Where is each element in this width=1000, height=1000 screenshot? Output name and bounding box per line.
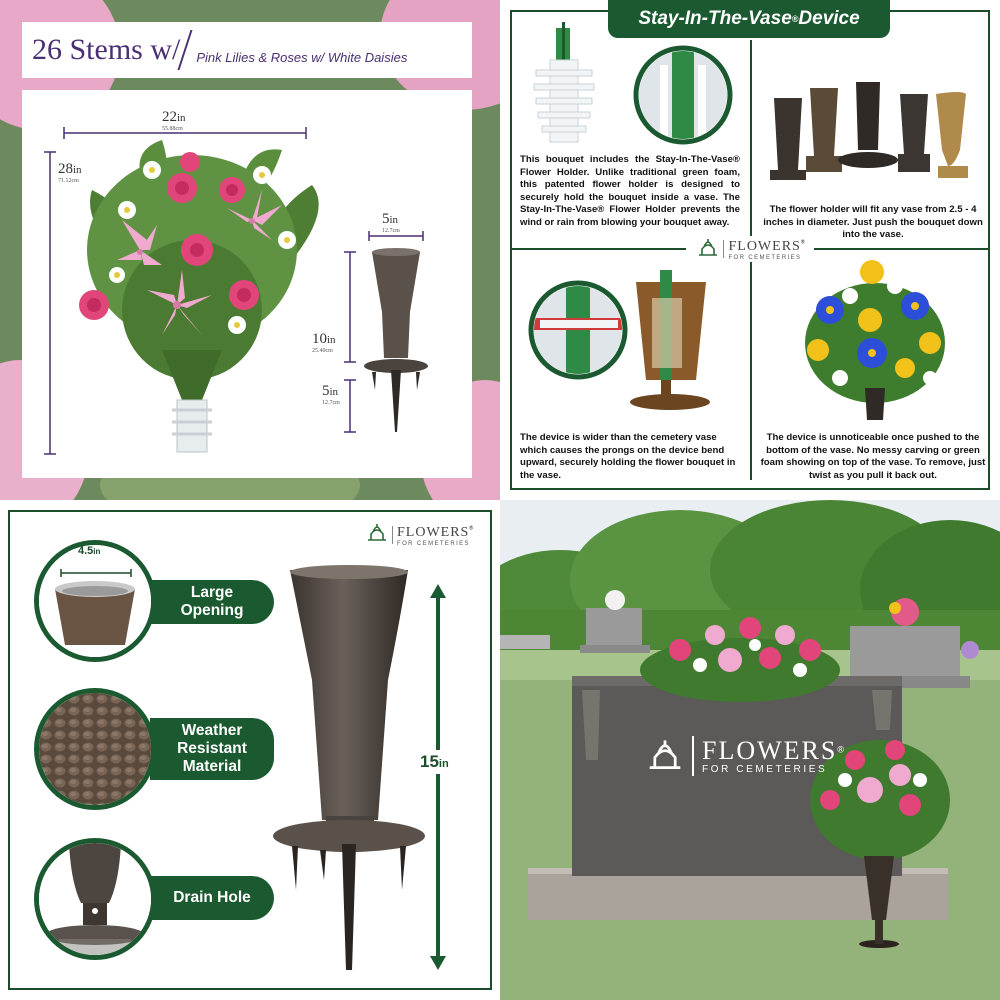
vase-base-illustration [39,843,151,955]
device-title: Stay-In-The-Vase ® Device [608,0,890,38]
vase-rim-illustration [39,545,151,657]
height-measurement: 15in [420,750,449,774]
colorful-bouquet-illustration [790,258,960,428]
material-texture-closeup [34,688,156,810]
flower-description: Pink Lilies & Roses w/ White Daisies [196,49,408,65]
cemetery-vase-illustration [260,560,440,980]
vase-illustration [364,248,428,432]
height-arrow [428,582,448,972]
hammered-texture-illustration [39,693,151,805]
opening-measurement: 4.5in [78,545,101,557]
flower-holder-illustration [520,20,750,150]
flower-logo-icon [697,237,719,262]
brand-logo: FLOWERS® FOR CEMETERIES [688,236,814,262]
bouquet-dimensions-panel [0,0,500,500]
drain-hole-label: Drain Hole [150,876,274,920]
panel-divider-horizontal [814,248,990,250]
vase-spike-height-label: 5in 12.7cm [322,383,340,406]
large-opening-closeup [34,540,156,662]
weather-resistant-label: Weather Resistant Material [150,718,274,780]
vase-features-panel [0,500,500,1000]
vase-fit-description: The flower holder will fit any vase from 2.5 - 4 inches in diameter. Just push the bouquet down into the vase. [763,204,983,240]
flower-logo-icon [646,737,684,776]
brand-logo: FLOWERS® FOR CEMETERIES [366,522,473,547]
product-title [22,22,472,78]
prongs-description: The device is wider than the cemetery vase which causes the prongs on the device bend upward, securely holding the flower bouquet in the vase. [520,432,736,481]
dimension-illustration [22,90,472,478]
logo-divider [692,736,694,776]
large-opening-label: Large Opening [150,580,274,624]
width-label: 22in 55.88cm [162,109,186,132]
cemetery-scene-photo [500,500,1000,1000]
headstone-brand-logo: FLOWERS® FOR CEMETERIES [646,736,844,776]
prongs-cutaway-illustration [520,268,750,428]
flower-logo-icon [366,522,388,547]
panel-divider-horizontal [510,248,686,250]
cemetery-vases-illustration [762,70,982,190]
vase-width-label: 5in 12.7cm [382,211,400,234]
vase-body-height-label: 10in 25.40cm [312,331,336,354]
device-description: This bouquet includes the Stay-In-The-Vase® Flower Holder. Unlike traditional green foam, this patented flower holder is designed to securely hold the bouquet inside a vase. The Stay-In-The-Vase® Flower Holder prevents the wind or rain from blowing your bouquet away. [520,154,740,228]
bouquet-illustration [79,140,319,452]
height-label: 28in 71.12cm [58,161,82,184]
dimension-diagram [22,90,472,478]
unnoticeable-description: The device is unnoticeable once pushed to the bottom of the vase. No messy carving or green foam showing on top of the vase. To remove, just twist as you pull it back out. [760,432,986,481]
stay-in-the-vase-panel [500,0,1000,500]
logo-divider [392,526,393,544]
logo-divider [723,240,724,258]
drain-hole-closeup [34,838,156,960]
stem-count-title: 26 Stems w/ [32,33,181,66]
